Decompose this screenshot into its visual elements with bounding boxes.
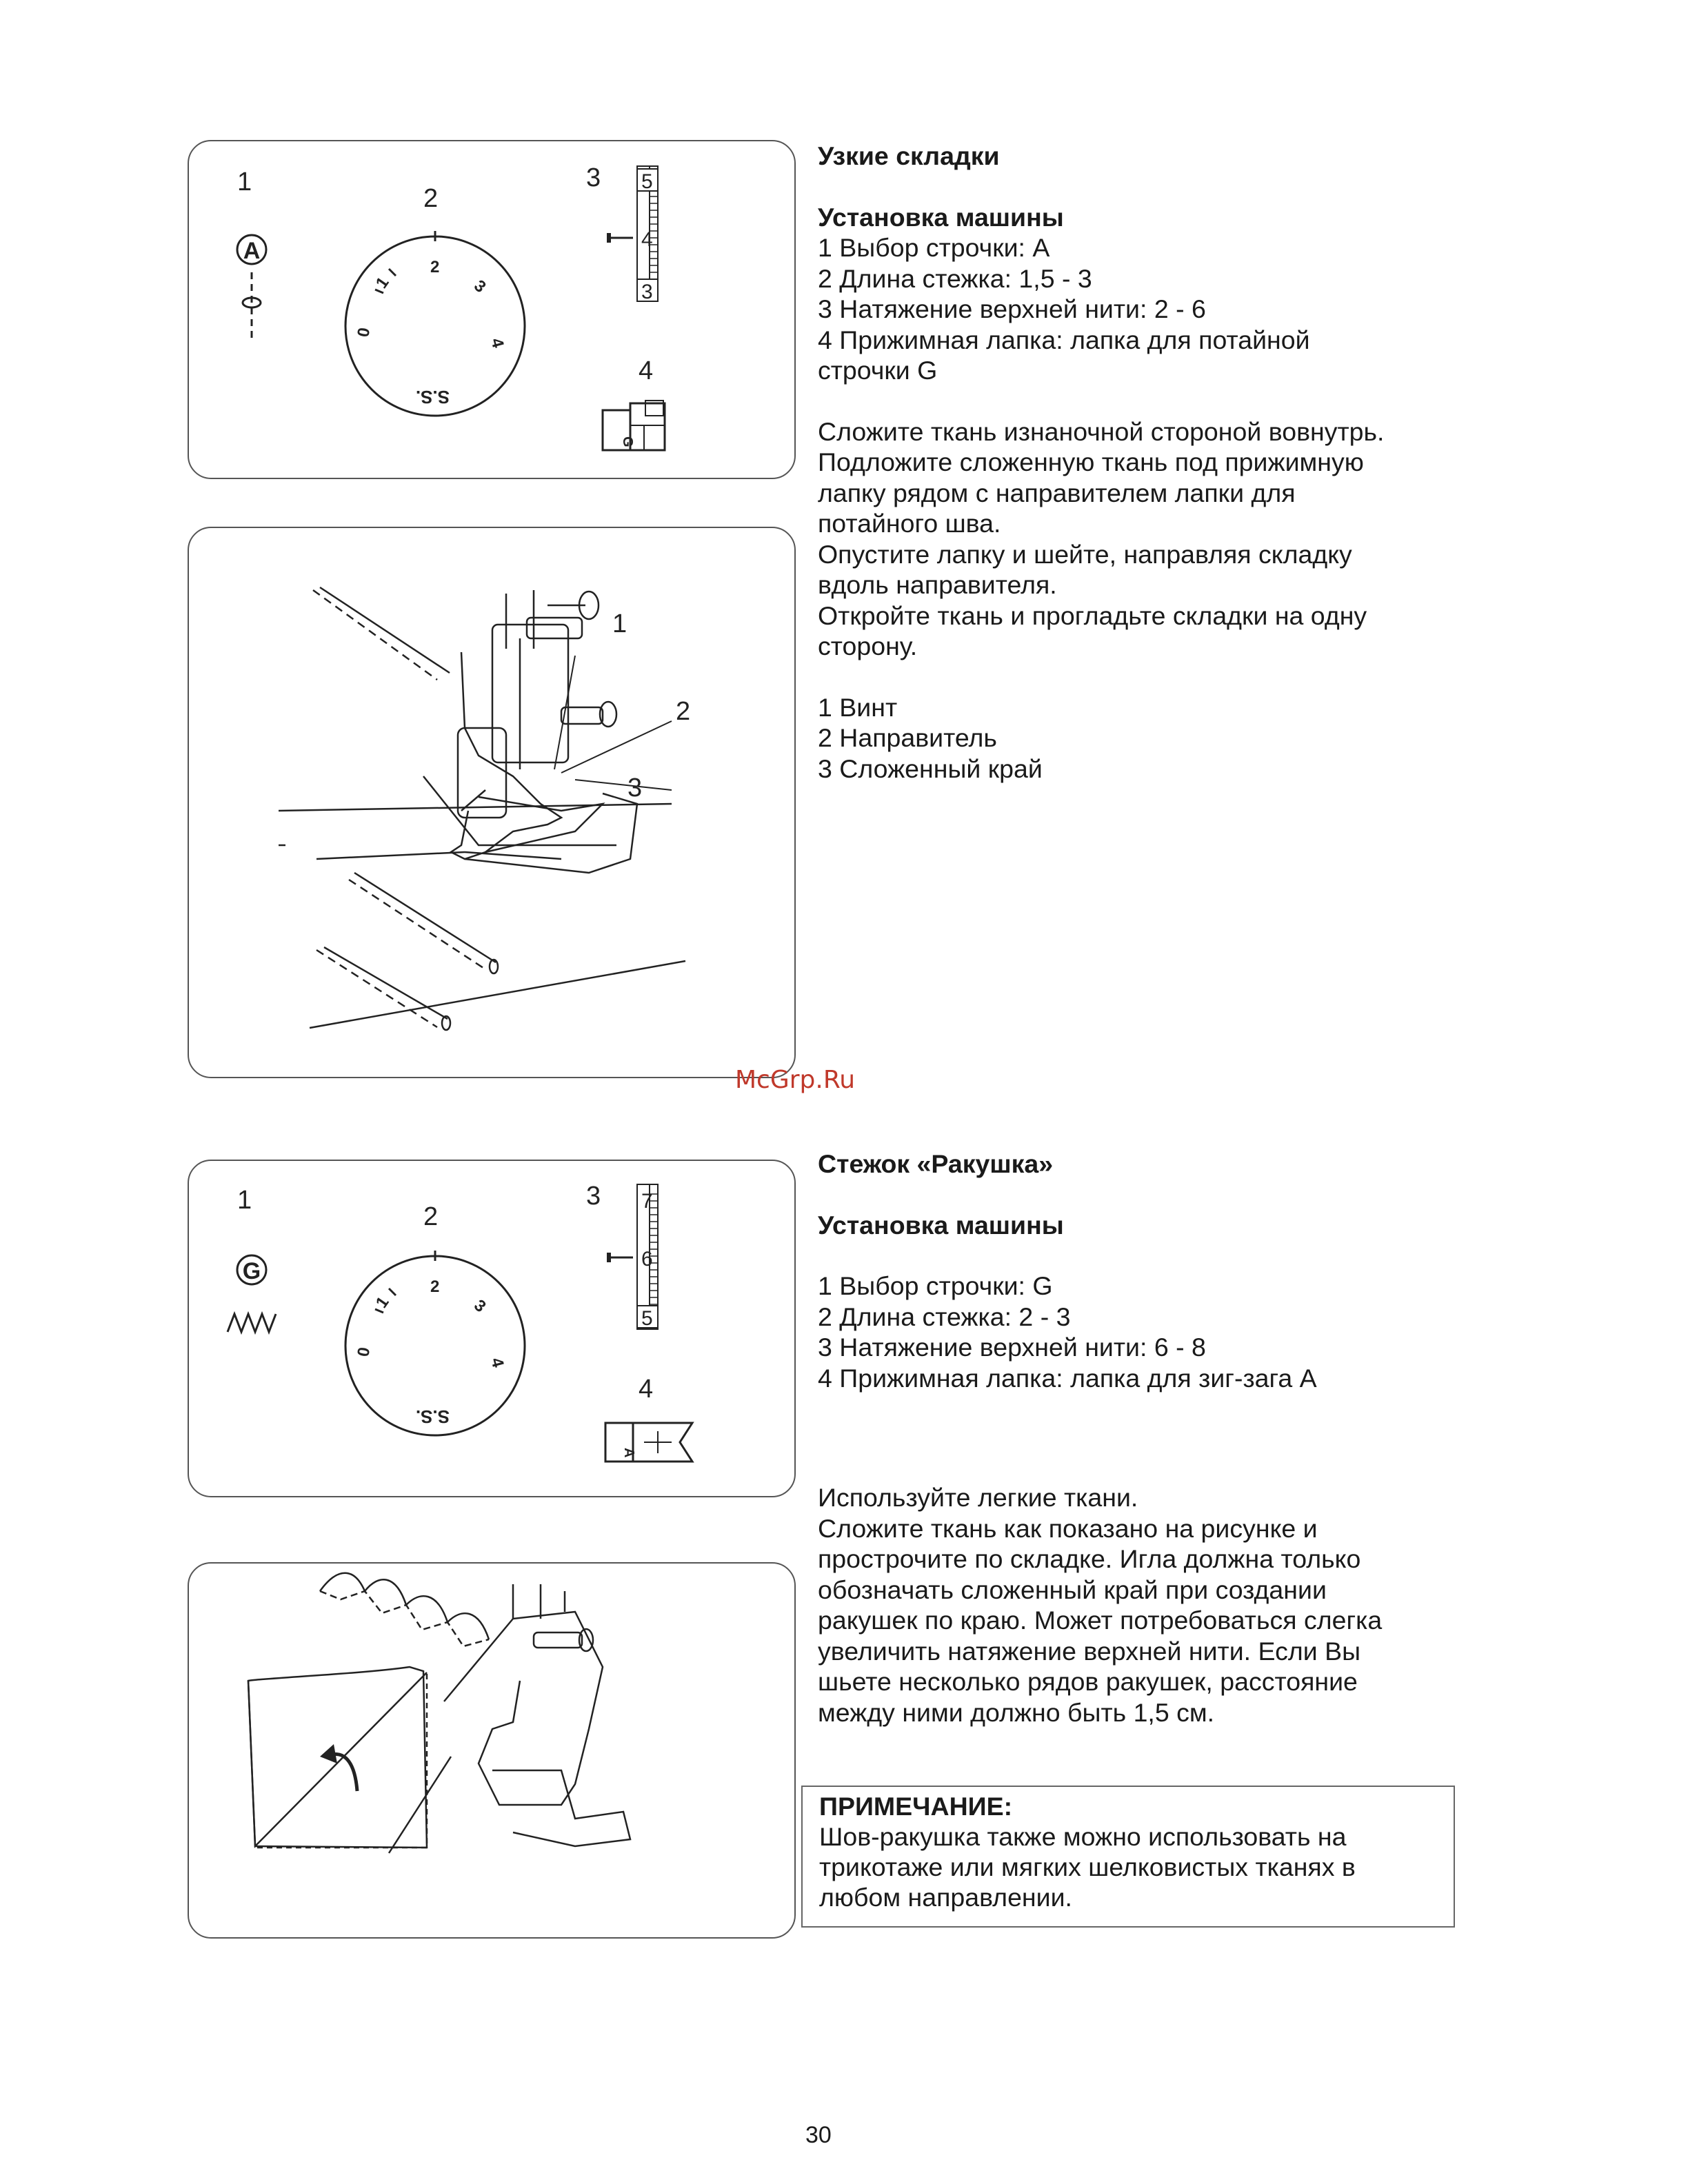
panel-label-4: 4 [639, 356, 654, 385]
dial-1: 1 [372, 1293, 393, 1312]
setup-panel-graphics [189, 1161, 794, 1496]
instruction-line: Используйте легкие ткани. [818, 1483, 1138, 1512]
note-line: трикотаже или мягких шелковистых тканях в [819, 1852, 1356, 1881]
pattern-letter: A [243, 238, 261, 264]
callout-3: 3 [627, 774, 643, 802]
dial-2: 2 [430, 258, 440, 276]
note-line: любом направлении. [819, 1883, 1072, 1912]
panel-label-2: 2 [423, 184, 439, 213]
instruction-line: сторону. [818, 631, 918, 660]
dial-4: 4 [487, 336, 508, 350]
watermark: McGrp.Ru [735, 1066, 856, 1094]
part-line: 2 Направитель [818, 723, 997, 752]
setup-line: 1 Выбор строчки: А [818, 233, 1050, 262]
tension-bottom: 3 [641, 281, 653, 303]
note-line: Шов-ракушка также можно использовать на [819, 1822, 1347, 1851]
setup-line: 4 Прижимная лапка: лапка для зиг-зага А [818, 1363, 1317, 1393]
setup-panel-graphics [189, 141, 794, 478]
section-title: Узкие складки [818, 141, 1000, 170]
tension-mid: 4 [641, 228, 653, 251]
instruction-line: Откройте ткань и прогладьте складки на одну [818, 600, 1367, 630]
shell-stitch-icon [228, 1314, 276, 1332]
instruction-line: между ними должно быть 1,5 см. [818, 1697, 1215, 1727]
panel-label-3: 3 [586, 1182, 601, 1211]
foot-letter: A [621, 1448, 636, 1458]
part-line: 3 Сложенный край [818, 754, 1043, 783]
panel-label-4: 4 [639, 1375, 654, 1404]
instruction-line: лапку рядом с направителем лапки для [818, 478, 1296, 507]
setup-line: 1 Выбор строчки: G [818, 1271, 1053, 1300]
panel-label-3: 3 [586, 163, 601, 192]
section-title: Стежок «Ракушка» [818, 1149, 1054, 1178]
tension-top: 5 [641, 170, 653, 193]
panel-label-1: 1 [237, 1186, 252, 1215]
dial-0: 0 [354, 1346, 374, 1359]
note-box [801, 1786, 1455, 1928]
instruction-line: ракушек по краю. Может потребоваться слегка [818, 1606, 1383, 1635]
folded-fabric-square [248, 1667, 427, 1848]
tension-mid: 6 [641, 1248, 653, 1271]
instruction-line: Опустите лапку и шейте, направляя складку [818, 539, 1352, 569]
instruction-line: прострочите по складке. Игла должна только [818, 1544, 1361, 1573]
instruction-line: вдоль направителя. [818, 570, 1057, 599]
tension-bottom: 5 [641, 1307, 653, 1330]
shell-edge [320, 1573, 489, 1639]
setup-line: 4 Прижимная лапка: лапка для потайной [818, 325, 1310, 354]
shell-stitch-illustration [189, 1564, 794, 1937]
setup-panel-shell-stitch [188, 1160, 796, 1497]
setup-line: 2 Длина стежка: 2 - 3 [818, 1302, 1071, 1331]
dial-ss: S.S. [415, 1406, 450, 1427]
setup-line: 3 Натяжение верхней нити: 2 - 6 [818, 294, 1206, 323]
shell-stitch-instructions [818, 1482, 1507, 1728]
section-shell-stitch-text [818, 1149, 1507, 1393]
dial-1: 1 [372, 274, 393, 292]
tucks-result [279, 845, 466, 852]
instruction-line: обозначать сложенный край при создании [818, 1575, 1327, 1604]
part-line: 1 Винт [818, 692, 898, 722]
instruction-line: шьете несколько рядов ракушек, расстояние [818, 1667, 1358, 1696]
callout-1: 1 [612, 609, 627, 638]
dial-3: 3 [470, 1295, 490, 1317]
blind-hem-foot-icon [603, 401, 665, 450]
instruction-line: потайного шва. [818, 509, 1001, 538]
foot-letter: G [620, 436, 635, 447]
figure-shell-stitch [188, 1562, 796, 1939]
callout-2: 2 [676, 697, 691, 726]
panel-label-2: 2 [423, 1202, 439, 1231]
dial-3: 3 [470, 276, 490, 297]
instruction-line: Сложите ткань как показано на рисунке и [818, 1513, 1318, 1543]
tension-top: 7 [641, 1190, 653, 1213]
dial-2: 2 [430, 1277, 440, 1296]
zigzag-foot-icon [605, 1423, 692, 1462]
instruction-line: Подложите сложенную ткань под прижимную [818, 447, 1364, 476]
setup-heading: Установка машины [818, 1210, 1064, 1240]
setup-heading: Установка машины [818, 202, 1064, 232]
instruction-line: увеличить натяжение верхней нити. Если Вы [818, 1636, 1361, 1666]
pattern-letter: G [242, 1258, 261, 1284]
panel-label-1: 1 [237, 168, 252, 196]
tuck-illustration [189, 528, 794, 1077]
dial-4: 4 [487, 1355, 508, 1370]
setup-line: 3 Натяжение верхней нити: 6 - 8 [818, 1333, 1206, 1362]
setup-line: строчки G [818, 356, 938, 385]
figure-narrow-tucks [188, 527, 796, 1078]
section-narrow-tucks-text [818, 141, 1507, 784]
setup-line: 2 Длина стежка: 1,5 - 3 [818, 263, 1092, 293]
dial-0: 0 [354, 326, 374, 339]
note-title: ПРИМЕЧАНИЕ: [819, 1792, 1013, 1821]
setup-panel-narrow-tucks [188, 140, 796, 479]
page-number: 30 [805, 2122, 832, 2148]
instruction-line: Сложите ткань изнаночной стороной вовнутрь. [818, 416, 1385, 446]
dial-ss: S.S. [415, 387, 450, 407]
